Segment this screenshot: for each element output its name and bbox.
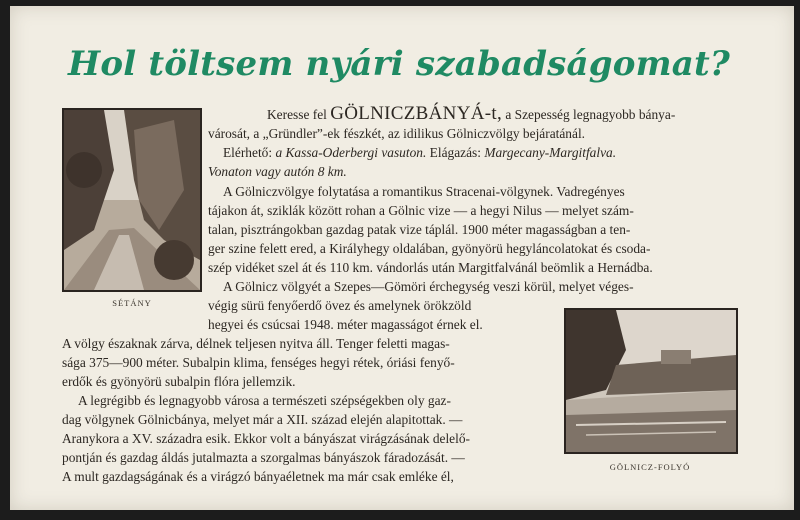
text-line: talan, pisztrángokban gazdag patak vize táplál. 1900 méter magasságban a ten-: [208, 222, 631, 237]
text-line: ger szine felett ered, a Királyhegy oldalában, gyönyörü hegyláncolatokat és csoda-: [208, 241, 651, 256]
text-line: tájakon át, sziklák között rohan a Gölnic vize — a hegyi Nilus — melyet szám-: [208, 203, 634, 218]
photo-river: [564, 308, 738, 454]
text-line: sága 375—900 méter. Subalpin klima, fenséges hegyi rétek, óriási fenyő-: [62, 355, 455, 370]
photo-caption-left: SÉTÁNY: [112, 298, 152, 308]
text-line: végig sürü fenyőerdő övez és amelynek örökzöld: [208, 298, 472, 313]
text-line: A Gölniczvölgye folytatása a romantikus Stracenai-völgynek. Vadregényes: [223, 184, 625, 199]
brochure-page: [10, 6, 794, 510]
text-line: erdők és gyönyörü subalpin flóra jellemzik.: [62, 374, 296, 389]
photo-promenade: [62, 108, 202, 292]
text-line: Vonaton vagy autón 8 km.: [208, 164, 347, 179]
text-line: szép vidéket szel át és 110 km. vándorlás után Margitfalvánál beömlik a Hernádba.: [208, 260, 653, 275]
text-line: A völgy északnak zárva, délnek teljesen nyitva áll. Tenger feletti magas-: [62, 336, 450, 351]
photo-caption-right: GÖLNICZ-FOLYÓ: [609, 462, 691, 472]
text-line: A mult gazdagságának és a virágzó bányaéletnek ma már csak emléke él,: [62, 469, 454, 484]
text-line: Elérhető: a Kassa-Oderbergi vasuton. Elágazás: Margecany-Margitfalva.: [223, 145, 617, 160]
text-line: A Gölnicz völgyét a Szepes—Gömöri érchegység veszi körül, melyet véges-: [223, 279, 634, 294]
text-line: városát, a „Gründler”-ek fészkét, az idilikus Gölniczvölgy bejáratánál.: [208, 126, 586, 141]
text-line: dag völgynek Gölnicbánya, melyet már a XII. század elején alapitottak. —: [62, 412, 463, 427]
text-line: hegyei és csúcsai 1948. méter magasságot érnek el.: [208, 317, 483, 332]
page-title: Hol töltsem nyári szabadságomat?: [68, 44, 731, 84]
text-line: Keresse fel GÖLNICZBÁNYÁ-t, a Szepesség legnagyobb bánya-: [267, 103, 676, 124]
text-line: A legrégibb és legnagyobb városa a természeti szépségekben oly gaz-: [78, 393, 451, 408]
text-line: Aranykora a XV. századra esik. Ekkor volt a bányászat virágzásának delelő-: [62, 431, 470, 446]
text-line: pontján és gazdag áldás jutalmazta a szorgalmas bányászok fáradozását. —: [62, 450, 465, 465]
